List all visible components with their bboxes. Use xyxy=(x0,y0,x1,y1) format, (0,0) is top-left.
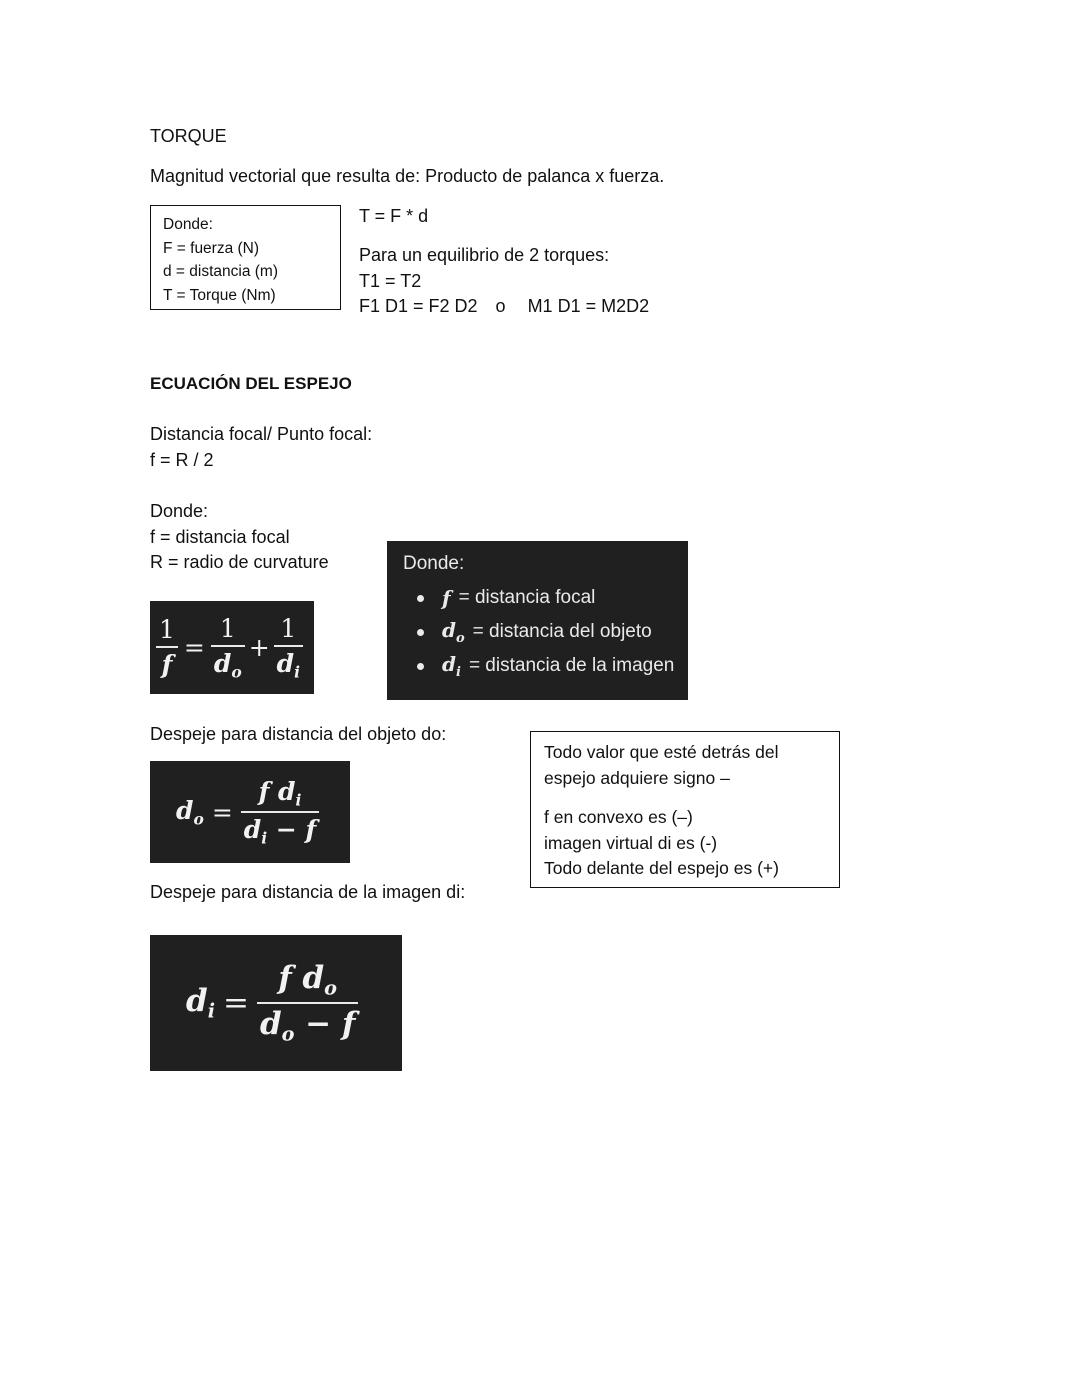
sign-line: Todo delante del espejo es (+) xyxy=(544,858,779,878)
donde-item: f = distancia focal xyxy=(150,526,290,547)
equilibrium-eq3: M1 D1 = M2D2 xyxy=(527,296,650,316)
symbol-text: = distancia del objeto xyxy=(472,621,652,642)
frac-num: 1 xyxy=(219,613,236,643)
frac-1-over-di xyxy=(274,614,303,681)
sign-line: Todo valor que esté detrás del xyxy=(544,742,779,762)
dark-legend-list xyxy=(403,581,688,683)
dark-legend-box xyxy=(387,541,688,700)
frac-num: f $d_o$ xyxy=(278,960,337,1000)
frac-1-over-do xyxy=(211,614,245,681)
equilibrium-or: o xyxy=(495,296,506,316)
di-equation-image xyxy=(150,935,402,1071)
frac-den: $d_o$ xyxy=(213,648,242,682)
donde-label: Donde: xyxy=(150,501,209,521)
plus-sign: + xyxy=(248,632,270,662)
list-item xyxy=(403,615,688,649)
symbol-text: = distancia de la imagen xyxy=(468,655,675,676)
equals-sign: = xyxy=(183,632,205,662)
frac-den: $d_i$ xyxy=(276,648,301,682)
torque-legend-box xyxy=(150,205,341,310)
do-label: Despeje para distancia del objeto do: xyxy=(150,724,447,744)
legend-line: d = distancia (m) xyxy=(163,263,279,280)
torque-title: TORQUE xyxy=(150,126,227,146)
frac-num: 1 xyxy=(159,615,175,645)
fraction xyxy=(241,777,319,848)
frac-den: $d_i - f$ xyxy=(243,815,317,848)
symbol-text: = distancia focal xyxy=(458,587,596,608)
symbol: $d_i$ xyxy=(442,651,461,681)
frac-num: 1 xyxy=(280,613,297,643)
frac-num: f $d_i$ xyxy=(258,776,302,809)
equilibrium-eq1: T1 = T2 xyxy=(359,270,422,291)
symbol: $d_o$ xyxy=(442,617,465,647)
focal-formula: f = R / 2 xyxy=(150,449,214,470)
donde-block xyxy=(150,499,329,576)
dark-legend-title: Donde: xyxy=(403,553,465,574)
equals-sign: = xyxy=(222,985,249,1021)
frac-1-over-f xyxy=(156,615,178,679)
legend-line: F = fuerza (N) xyxy=(163,239,260,257)
bullet-icon xyxy=(417,663,424,670)
torque-formula: T = F * d xyxy=(359,206,429,226)
frac-den: f xyxy=(161,650,173,680)
list-item xyxy=(403,649,688,683)
torque-equilibrium xyxy=(359,243,649,320)
sign-line: imagen virtual di es (-) xyxy=(544,832,718,853)
lhs: $d_i$ xyxy=(186,983,215,1023)
legend-line: T = Torque (Nm) xyxy=(163,286,276,304)
mirror-equation xyxy=(156,614,303,681)
mirror-title: ECUACIÓN DEL ESPEJO xyxy=(150,374,352,393)
di-equation xyxy=(186,960,358,1045)
do-equation-image xyxy=(150,761,350,863)
equals-sign: = xyxy=(211,797,233,827)
mirror-equation-image xyxy=(150,601,314,694)
donde-item: R = radio de curvature xyxy=(150,552,329,572)
sign-line: f en convexo es (–) xyxy=(544,807,693,827)
equilibrium-title: Para un equilibrio de 2 torques: xyxy=(359,245,610,265)
sign-line: espejo adquiere signo – xyxy=(544,767,730,788)
list-item xyxy=(403,581,688,615)
symbol: f xyxy=(442,586,451,610)
legend-line: Donde: xyxy=(163,216,213,233)
do-equation xyxy=(176,777,319,848)
equilibrium-eq-row xyxy=(359,294,649,320)
sign-rules-box xyxy=(530,731,840,888)
lhs: $d_o$ xyxy=(176,795,204,829)
focal-label: Distancia focal/ Punto focal: xyxy=(150,424,373,444)
di-label: Despeje para distancia de la imagen di: xyxy=(150,882,466,902)
bullet-icon xyxy=(417,629,424,636)
equilibrium-eq2: F1 D1 = F2 D2 xyxy=(359,296,478,316)
torque-definition: Magnitud vectorial que resulta de: Producto de palanca x fuerza. xyxy=(150,166,665,186)
focal-block xyxy=(150,422,372,473)
fraction xyxy=(257,960,358,1045)
bullet-icon xyxy=(417,595,424,602)
frac-den: $d_o - f$ xyxy=(259,1006,356,1046)
